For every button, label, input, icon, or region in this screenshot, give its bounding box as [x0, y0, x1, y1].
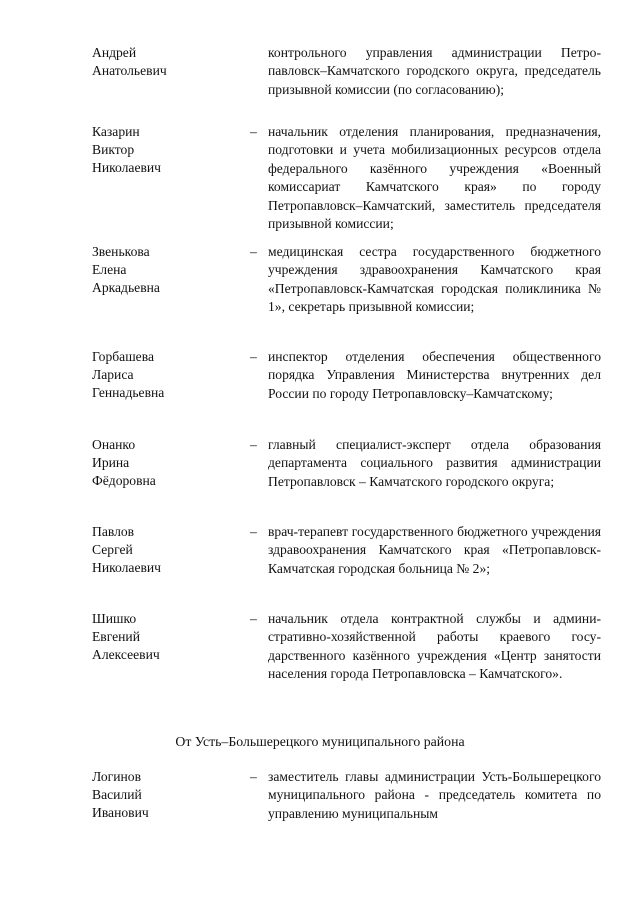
member-name — [92, 243, 242, 297]
name-line: Виктор — [92, 142, 135, 157]
member-name — [92, 768, 242, 822]
name-line: Анатольевич — [92, 63, 167, 78]
member-description: начальник отделения планирования, предназначения, подготовки и учета мобилизационных ресурсов отдела федерального казённого учреждения «Военный комиссариат Камчатского края» по городу Петропавловск–Камчатский, заместитель председателя призывной комиссии; — [268, 124, 601, 232]
member-name — [92, 436, 242, 490]
name-line: Звенькова — [92, 244, 150, 259]
name-line: Николаевич — [92, 560, 162, 575]
list-dash: – — [250, 124, 257, 139]
name-line: Аркадьевна — [92, 280, 160, 295]
member-description: контрольного управления администрации Петропавловск–Камчатского городского округа, председатель призывной комиссии (по согласованию); — [268, 45, 601, 97]
name-line: Горбашева — [92, 349, 154, 364]
name-line: Иванович — [92, 805, 149, 820]
name-line: Василий — [92, 787, 142, 802]
list-dash: – — [250, 524, 257, 539]
name-line: Павлов — [92, 524, 135, 539]
name-line: Фёдоровна — [92, 473, 156, 488]
name-line: Елена — [92, 262, 127, 277]
member-name — [92, 123, 242, 177]
name-line: Шишко — [92, 611, 137, 626]
name-line: Лариса — [92, 367, 134, 382]
member-description: заместитель главы администрации Усть-Большерецкого муниципального района - председатель комитета по управлению муниципальным — [268, 769, 601, 821]
name-line: Андрей — [92, 45, 137, 60]
name-line: Сергей — [92, 542, 133, 557]
list-dash: – — [250, 244, 257, 259]
name-line: Евгений — [92, 629, 140, 644]
member-name — [92, 610, 242, 664]
name-line: Николаевич — [92, 160, 162, 175]
member-description: инспектор отделения обеспечения общественного порядка Управления Министерства внутренних дел России по городу Петропавловску–Камчатскому; — [268, 349, 601, 401]
member-name — [92, 44, 242, 80]
name-line: Онанко — [92, 437, 136, 452]
section-heading: От Усть–Большерецкого муниципального района — [175, 734, 465, 749]
member-name — [92, 523, 242, 577]
member-name — [92, 348, 242, 402]
name-line: Казарин — [92, 124, 140, 139]
name-line: Логинов — [92, 769, 142, 784]
list-dash: – — [250, 611, 257, 626]
member-description: врач-терапевт государственного бюджетного учреждения здравоохранения Камчатского края «Петропавловск-Камчатская городская больница № 2»; — [268, 524, 601, 576]
member-description: медицинская сестра государственного бюджетного учреждения здравоохранения Камчатского края «Петропавловск-Камчатская городская поликлиника № 1», секретарь призывной комиссии; — [268, 244, 601, 315]
list-dash: – — [250, 769, 257, 784]
list-dash: – — [250, 349, 257, 364]
member-description: главный специалист-эксперт отдела образования департамента социального развития администрации Петропавловск – Камчатского городского округа; — [268, 437, 601, 489]
name-line: Алексеевич — [92, 647, 160, 662]
name-line: Геннадьевна — [92, 385, 165, 400]
list-dash: – — [250, 437, 257, 452]
member-description: начальник отдела контрактной службы и административно-хозяйственной работы краевого государственного казённого учреждения «Центр занятости населения города Петропавловска – Камчатского». — [268, 611, 601, 682]
name-line: Ирина — [92, 455, 130, 470]
